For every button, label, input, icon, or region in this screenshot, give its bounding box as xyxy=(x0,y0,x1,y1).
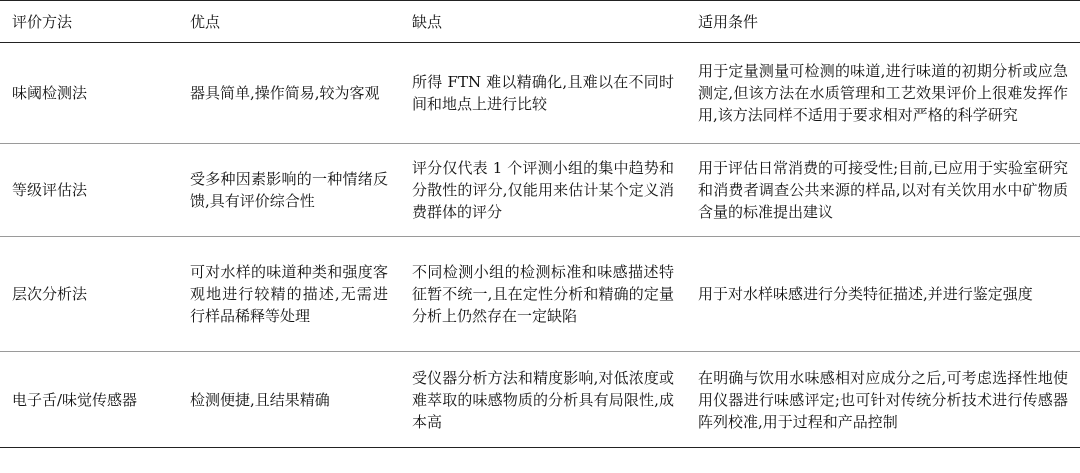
header-row xyxy=(0,1,1080,43)
table-row xyxy=(0,144,1080,237)
method-cell: 等级评估法 xyxy=(0,144,178,237)
header-pros: 优点 xyxy=(178,1,400,43)
conditions-cell: 在明确与饮用水味感相对应成分之后,可考虑选择性地使用仪器进行味感评定;也可针对传统分析技术进行传感器阵列校准,用于过程和产品控制 xyxy=(686,352,1080,448)
cons-cell: 不同检测小组的检测标准和味感描述特征暂不统一,且在定性分析和精确的定量分析上仍然存在一定缺陷 xyxy=(400,237,686,352)
table-row xyxy=(0,237,1080,352)
header-cons: 缺点 xyxy=(400,1,686,43)
cons-cell: 受仪器分析方法和精度影响,对低浓度或难萃取的味感物质的分析具有局限性,成本高 xyxy=(400,352,686,448)
table-row xyxy=(0,352,1080,448)
conditions-cell: 用于定量测量可检测的味道,进行味道的初期分析或应急测定,但该方法在水质管理和工艺效果评价上很难发挥作用,该方法同样不适用于要求相对严格的科学研究 xyxy=(686,43,1080,144)
pros-cell: 受多种因素影响的一种情绪反馈,具有评价综合性 xyxy=(178,144,400,237)
pros-cell: 器具简单,操作简易,较为客观 xyxy=(178,43,400,144)
conditions-cell: 用于评估日常消费的可接受性;目前,已应用于实验室研究和消费者调查公共来源的样品,以对有关饮用水中矿物质含量的标准提出建议 xyxy=(686,144,1080,237)
header-method: 评价方法 xyxy=(0,1,178,43)
method-cell: 层次分析法 xyxy=(0,237,178,352)
method-cell: 味阈检测法 xyxy=(0,43,178,144)
cons-cell: 评分仅代表 1 个评测小组的集中趋势和分散性的评分,仅能用来估计某个定义消费群体的评分 xyxy=(400,144,686,237)
conditions-cell: 用于对水样味感进行分类特征描述,并进行鉴定强度 xyxy=(686,237,1080,352)
cons-cell: 所得 FTN 难以精确化,且难以在不同时间和地点上进行比较 xyxy=(400,43,686,144)
method-cell: 电子舌/味觉传感器 xyxy=(0,352,178,448)
pros-cell: 可对水样的味道种类和强度客观地进行较精的描述,无需进行样品稀释等处理 xyxy=(178,237,400,352)
table-row xyxy=(0,43,1080,144)
pros-cell: 检测便捷,且结果精确 xyxy=(178,352,400,448)
header-conditions: 适用条件 xyxy=(686,1,1080,43)
